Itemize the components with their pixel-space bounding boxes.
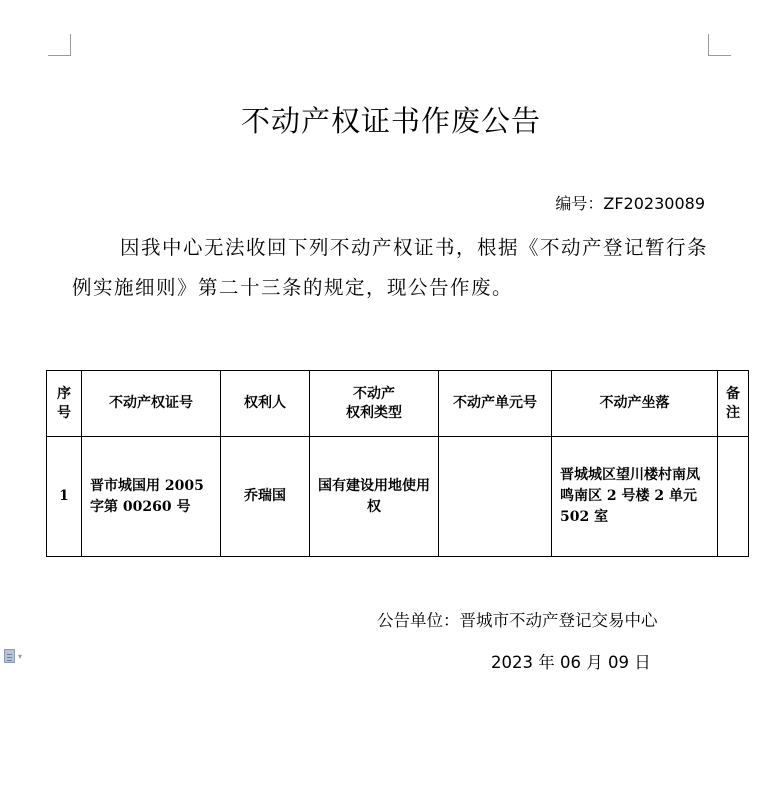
cell-owner: 乔瑞国 <box>221 437 310 557</box>
header-seq: 序 号 <box>47 371 82 437</box>
issue-date: 2023 年 06 月 09 日 <box>491 653 651 672</box>
issuing-unit: 公告单位：晋城市不动产登记交易中心 <box>377 611 658 630</box>
header-right-type: 不动产 权利类型 <box>310 371 439 437</box>
cell-remark <box>718 437 749 557</box>
header-unit-no: 不动产单元号 <box>439 371 552 437</box>
cell-location: 晋城城区望川楼村南凤鸣南区 2 号楼 2 单元 502 室 <box>552 437 718 557</box>
table-header-row <box>47 371 749 437</box>
header-cert-no: 不动产权证号 <box>82 371 221 437</box>
cell-right-type: 国有建设用地使用权 <box>310 437 439 557</box>
document-icon[interactable] <box>4 649 15 663</box>
cell-unit-no <box>439 437 552 557</box>
page-title: 不动产权证书作废公告 <box>240 104 541 138</box>
header-location: 不动产坐落 <box>552 371 718 437</box>
table-row <box>47 437 749 557</box>
cell-cert-no: 晋市城国用 2005 字第 00260 号 <box>82 437 221 557</box>
header-remark: 备 注 <box>718 371 749 437</box>
page-corner-mark-top-right <box>708 34 731 56</box>
notice-body: 因我中心无法收回下列不动产权证书，根据《不动产登记暂行条例实施细则》第二十三条的规定，现公告作废。 <box>72 236 709 299</box>
header-owner: 权利人 <box>221 371 310 437</box>
chevron-down-icon[interactable]: ▾ <box>18 652 23 661</box>
certificate-table <box>46 370 749 557</box>
document-number: 编号：ZF20230089 <box>555 194 705 213</box>
cell-seq: 1 <box>47 437 82 557</box>
page-corner-mark-top-left <box>48 34 71 56</box>
